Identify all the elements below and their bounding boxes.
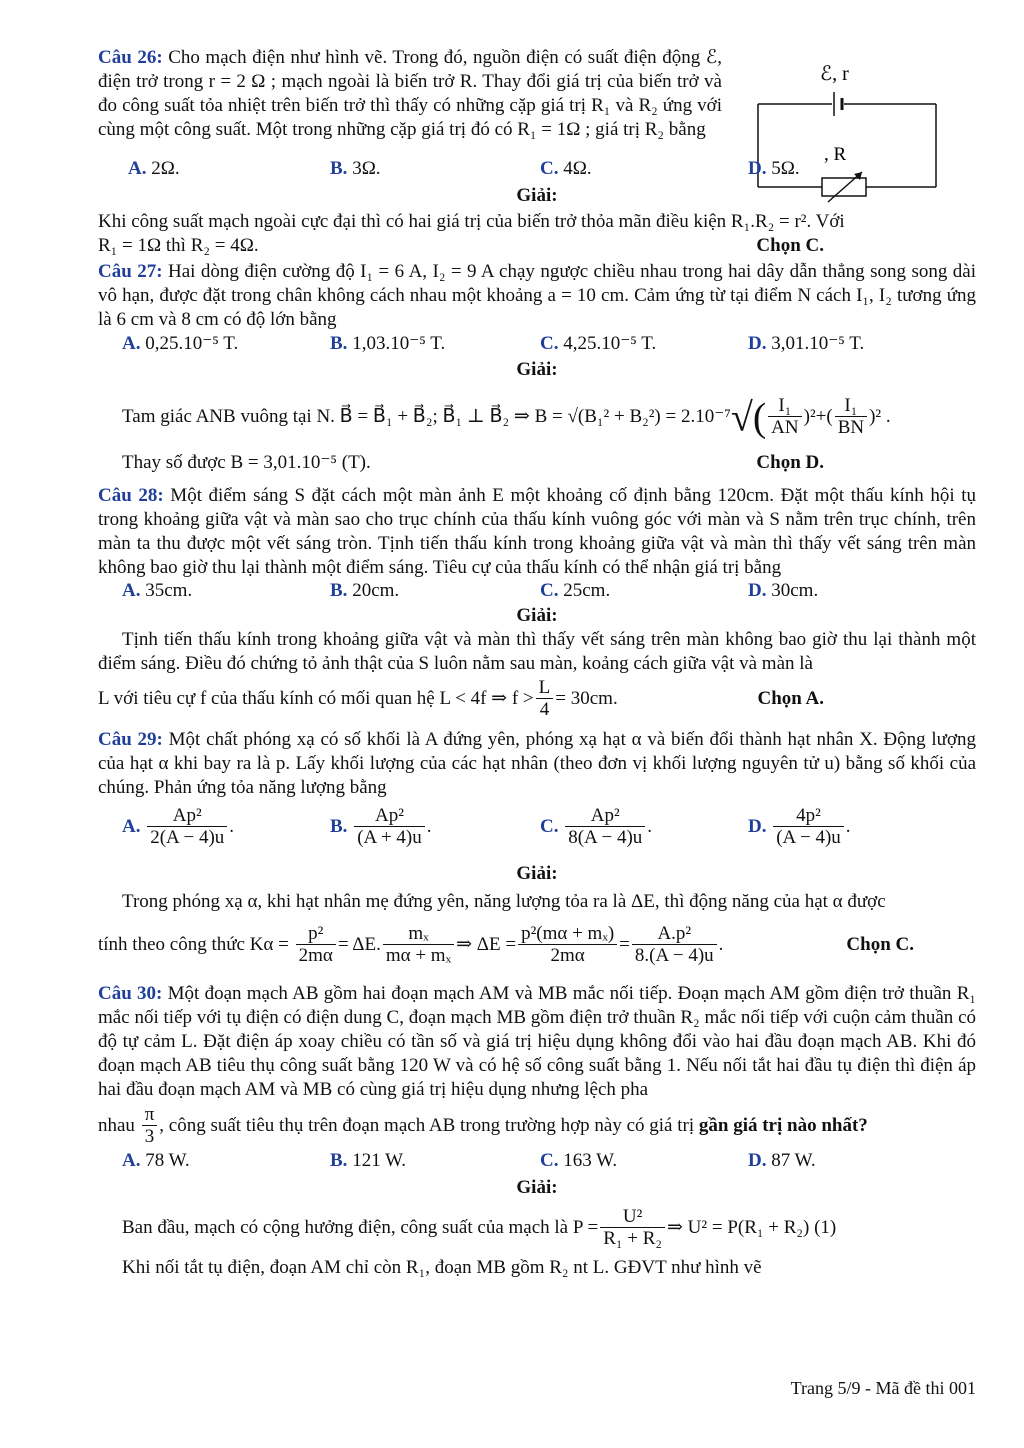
solution-heading: Giải: [516,605,558,626]
option-d[interactable]: D. 3,01.10⁻⁵ T. [748,333,865,354]
options-29 [98,806,976,862]
solution-heading: Giải: [516,1177,558,1198]
question-30 [98,982,976,1280]
option-c[interactable]: C. 4,25.10⁻⁵ T. [540,333,657,354]
solution-line: R₁ = 1Ω thì R₂ = 4Ω. Chọn C. [98,235,824,256]
solution-formula: Tam giác ANB vuông tại N. B⃗ = B⃗₁ + B⃗₂; B⃗₁ ⊥ B⃗₂ ⇒ B = √(B₁² + B₂²) = 2.10⁻⁷√( $\frac{\text{I₁}}{AN}$ )²+( $\frac{\text{I₁}}{BN}$ )² . [122,394,891,440]
option-b[interactable]: B. $\frac{\text{Ap²}}{(A + 4)u}$ . [330,805,432,848]
option-b[interactable]: B. 1,03.10⁻⁵ T. [330,333,446,354]
options-30 [98,1150,976,1176]
option-d[interactable]: D. 30cm. [748,580,819,601]
question-30-text: Câu 30: Một đoạn mạch AB gồm hai đoạn mạch AM và MB mắc nối tiếp. Đoạn mạch AM gồm điện trở thuần R₁ mắc nối tiếp với tụ điện có điện dung C, đoạn mạch MB gồm điện trở thuần R₂ mắc nối tiếp với cuộn cảm thuần có độ tự cảm L. Đặt điện áp xoay chiều có tần số và giá trị hiệu dụng không đổi vào hai đầu đoạn mạch AB. Khi đó đoạn mạch AB tiêu thụ công suất bằng 120 W và có hệ số công suất bằng 1. Nếu nối tắt hai đầu tụ điện thì điện áp hai đầu đoạn mạch AM và MB có cùng giá trị hiệu dụng nhưng lệch pha [98,983,976,1100]
answer: Chọn A. [757,688,824,709]
source-label: ℰ, r [820,63,849,85]
option-d[interactable]: D. 5Ω. [748,158,800,179]
option-a[interactable]: A. $\frac{\text{Ap²}}{2(A - 4)u}$ . [122,805,235,848]
option-d[interactable]: D. 87 W. [748,1150,816,1171]
answer: Chọn D. [756,452,824,473]
solution-text: Khi công suất mạch ngoài cực đại thì có hai giá trị của biến trở thỏa mãn điều kiện R₁.R₂ = r². Với [98,211,845,232]
question-26 [98,46,976,260]
question-label: Câu 26: [98,47,163,68]
solution-text: Khi nối tắt tụ điện, đoạn AM chỉ còn R₁, đoạn MB gồm R₂ nt L. GĐVT như hình vẽ [122,1257,762,1278]
option-b[interactable]: B. 3Ω. [330,158,381,179]
resistor-label: , R [824,144,847,165]
option-a[interactable]: A. 35cm. [122,580,193,601]
solution-text: Tịnh tiến thấu kính trong khoảng giữa vật và màn thì thấy vết sáng trên màn không bao giờ thu lại thành một điểm sáng. Điều đó chứng tỏ ảnh thật của S luôn nằm sau màn, koảng cách giữa vật và màn là [98,629,976,674]
solution-formula: tính theo công thức Kα = $\frac{\text{p²}}{2m\alpha}$ = ΔE. $\frac{\text{mₓ}}{\text{mα + mₓ}}$ ⇒ ΔE = $\frac{\text{p²(mα + mₓ)}}{2m\alpha}$ = $\frac{\text{A.p²}}{8.(A - 4)u}$ . Chọn C. [98,914,976,976]
question-28-text: Câu 28: Một điểm sáng S đặt cách một màn ảnh E một khoảng cố định bằng 120cm. Đặt một thấu kính hội tụ trong khoảng giữa vật và màn sao cho trục chính của thấu kính vuông góc với màn và S nằm trên trục chính, trên màn ta thu được một vết sáng tròn. Tịnh tiến thấu kính trong khoảng giữa vật và màn thì thấy vết sáng trên màn không bao giờ thu lại thành một điểm sáng. Tiêu cự của thấu kính có thể nhận giá trị bằng [98,485,977,578]
solution-formula: Ban đầu, mạch có cộng hưởng điện, công suất của mạch là P = $\frac{\text{U²}}{\text{R₁ + R₂}}$ ⇒ U² = P(R₁ + R₂) (1) [122,1206,837,1250]
solution-heading: Giải: [516,863,558,884]
document-page [98,46,976,1280]
solution-text: Trong phóng xạ α, khi hạt nhân mẹ đứng yên, năng lượng tỏa ra là ΔE, thì động năng của hạt α được [122,891,886,912]
option-c[interactable]: C. $\frac{\text{Ap²}}{8(A - 4)u}$ . [540,805,653,848]
option-c[interactable]: C. 163 W. [540,1150,618,1171]
question-27 [98,260,976,480]
question-27-text: Câu 27: Hai dòng điện cường độ I₁ = 6 A, I₂ = 9 A chạy ngược chiều nhau trong hai dây dẫn thẳng song song dài vô hạn, được đặt trong chân không cách nhau một khoảng a = 10 cm. Cảm ứng từ tại điểm N cách I₁, I₂ tương ứng là 6 cm và 8 cm có độ lớn bằng [98,261,976,330]
option-d[interactable]: D. $\frac{\text{4p²}}{(A - 4)u}$ . [748,805,851,848]
question-29 [98,728,976,976]
options-27 [98,332,976,358]
option-a[interactable]: A. 0,25.10⁻⁵ T. [122,333,239,354]
answer: Chọn C. [846,934,914,955]
options-28 [98,580,976,604]
option-c[interactable]: C. 25cm. [540,580,611,601]
answer: Chọn C. [756,235,824,256]
option-c[interactable]: C. 4Ω. [540,158,592,179]
question-26-text: Câu 26: Cho mạch điện như hình vẽ. Trong đó, nguồn điện có suất điện động ℰ, điện trở trong r = 2 Ω ; mạch ngoài là biến trở R. Thay đổi giá trị của biến trở và đo công suất tỏa nhiệt trên biến trở thì thấy có những cặp giá trị R₁ và R₂ ứng với cùng một công suất. Một trong những cặp giá trị đó có R₁ = 1Ω ; giá trị R₂ bằng [98,47,722,140]
option-a[interactable]: A. 78 W. [122,1150,190,1171]
solution-heading: Giải: [516,359,558,380]
option-a[interactable]: A. 2Ω. [128,158,180,179]
solution-line: Thay số được B = 3,01.10⁻⁵ (T). Chọn D. [98,446,976,480]
solution-heading: Giải: [516,185,558,206]
question-28 [98,484,976,722]
page-footer: Trang 5/9 - Mã đề thi 001 [790,1378,976,1398]
question-29-text: Câu 29: Một chất phóng xạ có số khối là A đứng yên, phóng xạ hạt α và biến đổi thành hạt nhân X. Động lượng của hạt α khi bay ra là p. Lấy khối lượng của các hạt nhân (theo đơn vị khối lượng nguyên tử u) bằng số khối của chúng. Phản ứng tỏa năng lượng bằng [98,729,977,798]
solution-line: L với tiêu cự f của thấu kính có mối quan hệ L < 4f ⇒ f > $\frac{L}{4}$ = 30cm. Chọn A. [98,677,824,721]
options-26 [98,154,976,184]
question-30-text-2: nhau $\frac{\pi}{3}$ , công suất tiêu thụ trên đoạn mạch AB trong trường hợp này có giá trị gần giá trị nào nhất? [98,1104,868,1148]
option-b[interactable]: B. 20cm. [330,580,400,601]
option-b[interactable]: B. 121 W. [330,1150,407,1171]
